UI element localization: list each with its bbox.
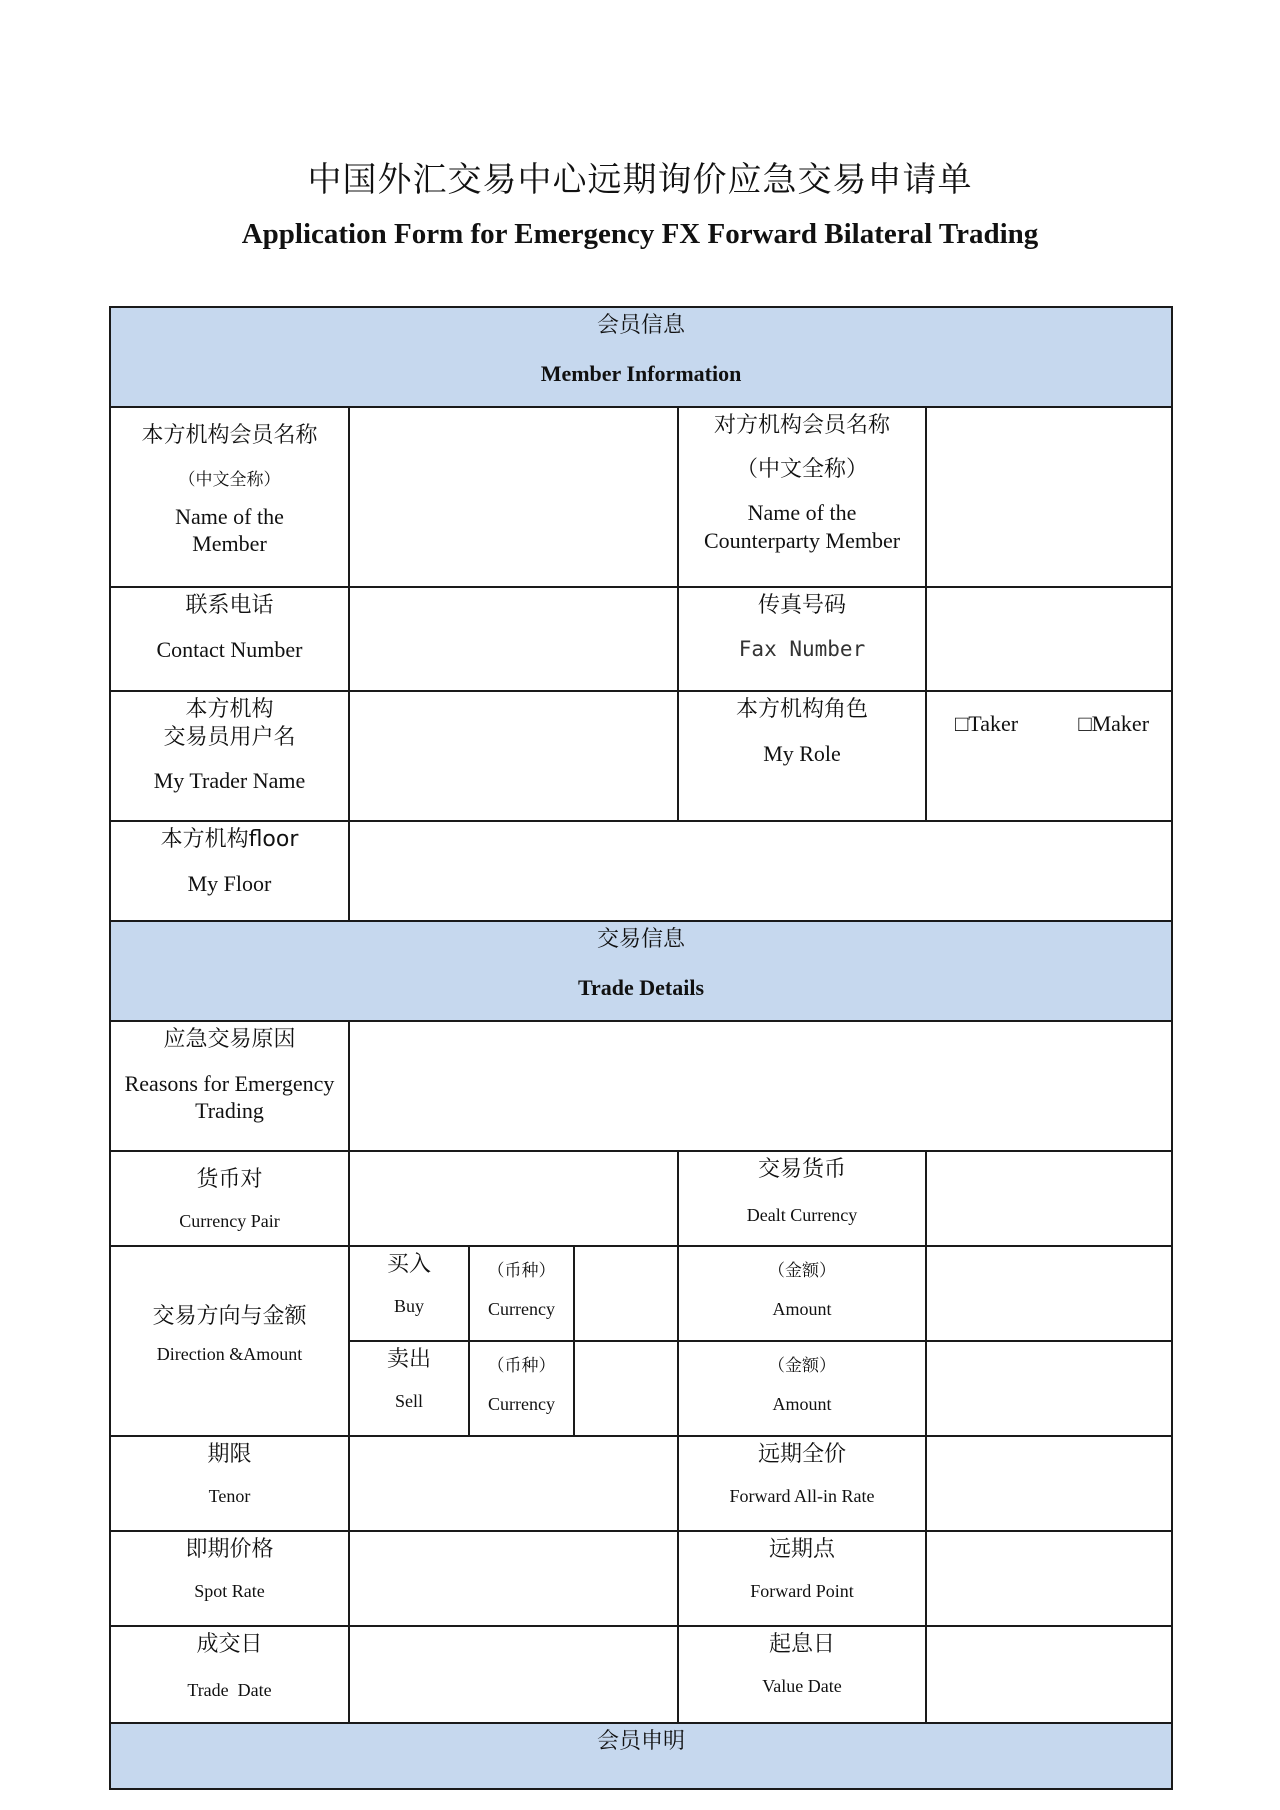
trade-date-label-en: Trade Date — [187, 1679, 272, 1700]
fax-number-label-cn: 传真号码 — [757, 593, 846, 618]
contact-number-label-cn: 联系电话 — [185, 593, 274, 618]
form-title-english: Application Form for Emergency FX Forward Bilateral Trading — [241, 218, 1039, 250]
currency-pair-label — [110, 1151, 349, 1246]
my-role-options — [926, 691, 1172, 821]
floor-row — [110, 821, 1172, 921]
buy-amount-field[interactable] — [926, 1246, 1172, 1341]
counterparty-name-label-note: （中文全称） — [735, 456, 868, 482]
value-date-label-cn: 起息日 — [768, 1632, 835, 1657]
sell-currency-label — [469, 1341, 574, 1436]
spot-rate-label-en: Spot Rate — [194, 1580, 265, 1601]
spot-row — [110, 1531, 1172, 1626]
contact-number-field[interactable] — [349, 587, 678, 691]
trader-name-label-cn-1: 本方机构 — [185, 697, 274, 722]
emergency-reason-label — [110, 1021, 349, 1151]
emergency-reason-field[interactable] — [349, 1021, 1172, 1151]
counterparty-name-label-cn: 对方机构会员名称 — [713, 413, 890, 438]
buy-currency-label-cn: （币种） — [487, 1261, 556, 1281]
currency-pair-label-en: Currency Pair — [179, 1210, 280, 1231]
counterparty-name-label — [678, 407, 926, 587]
tenor-label-en: Tenor — [208, 1485, 251, 1506]
buy-currency-label — [469, 1246, 574, 1341]
spot-rate-label-cn: 即期价格 — [185, 1537, 274, 1562]
buy-row — [110, 1246, 1172, 1341]
sell-amount-field[interactable] — [926, 1341, 1172, 1436]
trade-section-title-en: Trade Details — [577, 974, 705, 1000]
contact-number-label — [110, 587, 349, 691]
trader-name-label — [110, 691, 349, 821]
emergency-reason-label-en: Reasons for Emergency Trading — [124, 1070, 335, 1123]
fax-number-label — [678, 587, 926, 691]
trade-date-label-cn: 成交日 — [196, 1632, 263, 1657]
currency-row — [110, 1151, 1172, 1246]
forward-point-field[interactable] — [926, 1531, 1172, 1626]
form-title-chinese: 中国外汇交易中心远期询价应急交易申请单 — [307, 160, 973, 200]
buy-label-en: Buy — [393, 1295, 424, 1316]
trader-name-label-en: My Trader Name — [153, 768, 306, 793]
reason-row — [110, 1021, 1172, 1151]
taker-checkbox[interactable]: □Taker — [955, 711, 1019, 736]
member-section-title-cn: 会员信息 — [597, 313, 686, 338]
value-date-label-en: Value Date — [762, 1675, 842, 1696]
emergency-reason-label-cn: 应急交易原因 — [163, 1027, 296, 1052]
trader-row — [110, 691, 1172, 821]
spot-rate-label — [110, 1531, 349, 1626]
member-section-header-row — [110, 307, 1172, 407]
forward-rate-label — [678, 1436, 926, 1531]
value-date-field[interactable] — [926, 1626, 1172, 1723]
forward-point-label-en: Forward Point — [750, 1580, 854, 1601]
tenor-field[interactable] — [349, 1436, 678, 1531]
my-role-label — [678, 691, 926, 821]
trade-date-field[interactable] — [349, 1626, 678, 1723]
buy-currency-label-en: Currency — [488, 1299, 555, 1320]
declaration-section-header-row — [110, 1723, 1172, 1789]
sell-amount-label — [678, 1341, 926, 1436]
buy-currency-field[interactable] — [574, 1246, 678, 1341]
fax-number-label-en: Fax Number — [738, 636, 866, 661]
member-section-header — [110, 307, 1172, 407]
sell-label-en: Sell — [394, 1390, 423, 1411]
my-floor-label-en: My Floor — [187, 870, 272, 896]
contact-number-label-en: Contact Number — [156, 636, 303, 662]
forward-rate-field[interactable] — [926, 1436, 1172, 1531]
dealt-currency-field[interactable] — [926, 1151, 1172, 1246]
buy-amount-label-cn: （金额） — [768, 1261, 836, 1281]
fax-number-field[interactable] — [926, 587, 1172, 691]
buy-label — [349, 1246, 469, 1341]
sell-currency-field[interactable] — [574, 1341, 678, 1436]
trader-name-field[interactable] — [349, 691, 678, 821]
sell-label — [349, 1341, 469, 1436]
value-date-label — [678, 1626, 926, 1723]
sell-currency-label-cn: （币种） — [487, 1356, 556, 1376]
tenor-label-cn: 期限 — [207, 1442, 252, 1467]
currency-pair-field[interactable] — [349, 1151, 678, 1246]
spot-rate-field[interactable] — [349, 1531, 678, 1626]
direction-amount-label-cn: 交易方向与金额 — [152, 1304, 307, 1329]
my-floor-label — [110, 821, 349, 921]
date-row — [110, 1626, 1172, 1723]
trade-section-header-row — [110, 921, 1172, 1021]
trader-name-label-cn-2: 交易员用户名 — [163, 724, 296, 750]
my-floor-field[interactable] — [349, 821, 1172, 921]
direction-amount-label — [110, 1246, 349, 1436]
forward-point-label-cn: 远期点 — [768, 1537, 835, 1562]
member-name-label-en: Name of the Member — [175, 503, 284, 557]
trade-section-header — [110, 921, 1172, 1021]
member-section-title-en: Member Information — [540, 360, 742, 386]
buy-label-cn: 买入 — [386, 1252, 431, 1277]
member-name-field[interactable] — [349, 407, 678, 587]
trade-section-title-cn: 交易信息 — [597, 927, 686, 952]
maker-checkbox[interactable]: □Maker — [1078, 711, 1150, 736]
dealt-currency-label-en: Dealt Currency — [746, 1204, 858, 1225]
my-role-label-en: My Role — [763, 740, 841, 766]
tenor-row — [110, 1436, 1172, 1531]
contact-row — [110, 587, 1172, 691]
application-form — [109, 306, 1171, 1790]
sell-currency-label-en: Currency — [488, 1394, 555, 1415]
trade-date-label — [110, 1626, 349, 1723]
counterparty-name-label-en: Name of the Counterparty Member — [703, 500, 901, 553]
member-name-row — [110, 407, 1172, 587]
direction-amount-label-en: Direction &Amount — [156, 1343, 303, 1364]
member-name-label — [110, 407, 349, 587]
sell-amount-label-cn: （金额） — [768, 1356, 836, 1376]
form-table — [109, 306, 1173, 1790]
counterparty-name-field[interactable] — [926, 407, 1172, 587]
sell-amount-label-en: Amount — [772, 1394, 832, 1415]
member-name-label-cn: 本方机构会员名称 — [141, 423, 318, 448]
declaration-section-title-cn: 会员申明 — [597, 1729, 686, 1754]
my-floor-label-cn: 本方机构floor — [160, 827, 299, 852]
forward-rate-label-cn: 远期全价 — [757, 1442, 846, 1467]
my-role-label-cn: 本方机构角色 — [735, 697, 868, 722]
declaration-section-header — [110, 1723, 1172, 1789]
forward-point-label — [678, 1531, 926, 1626]
dealt-currency-label — [678, 1151, 926, 1246]
forward-rate-label-en: Forward All-in Rate — [729, 1485, 875, 1506]
tenor-label — [110, 1436, 349, 1531]
buy-amount-label-en: Amount — [772, 1299, 832, 1320]
sell-label-cn: 卖出 — [386, 1347, 431, 1372]
dealt-currency-label-cn: 交易货币 — [757, 1157, 846, 1182]
currency-pair-label-cn: 货币对 — [196, 1167, 263, 1192]
member-name-label-note: （中文全称） — [178, 469, 281, 490]
buy-amount-label — [678, 1246, 926, 1341]
